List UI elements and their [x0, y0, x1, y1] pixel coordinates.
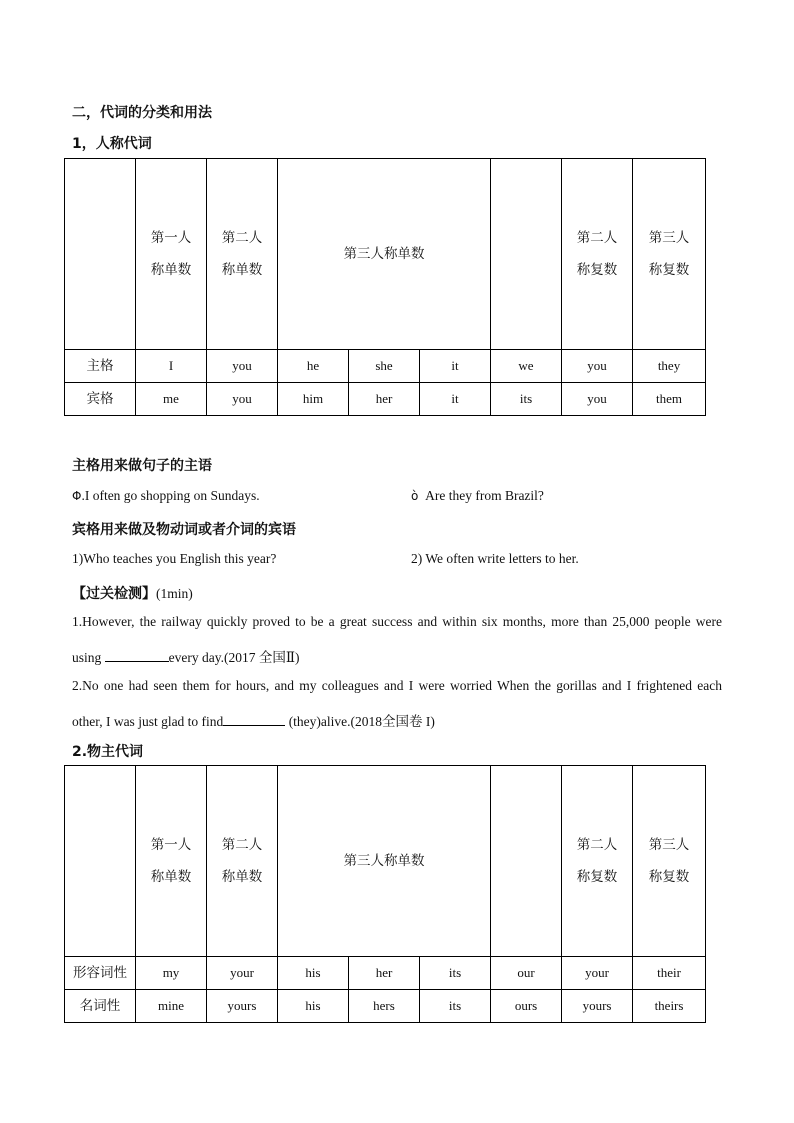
table-cell: them: [633, 383, 706, 416]
possessive-pronoun-title: 2.物主代词: [72, 744, 144, 760]
row-label: 主格: [65, 350, 136, 383]
table-cell: you: [207, 383, 278, 416]
header-third-plural: 第三人 称复数: [633, 159, 706, 350]
question-2-line-1: 2.No one had seen them for hours, and my colleagues and I were worried When the gorillas and I frightened each: [72, 678, 722, 693]
table-row: [65, 957, 706, 990]
table-cell: ours: [491, 990, 562, 1023]
table-cell: his: [278, 990, 349, 1023]
header-blank-cell: [491, 766, 562, 957]
possessive-pronoun-table: [64, 765, 706, 1023]
table-cell: she: [349, 350, 420, 383]
table-cell: you: [562, 350, 633, 383]
example-marker: Φ: [72, 489, 82, 503]
header-blank-cell: [491, 159, 562, 350]
header-first-singular: 第一人 称单数: [136, 766, 207, 957]
table-cell: mine: [136, 990, 207, 1023]
header-third-plural: 第三人 称复数: [633, 766, 706, 957]
example-sentence-1: Φ.I often go shopping on Sundays.: [72, 488, 260, 503]
row-label: 名词性: [65, 990, 136, 1023]
header-row: [65, 159, 706, 350]
table-cell: your: [207, 957, 278, 990]
table-cell: their: [633, 957, 706, 990]
table-cell: I: [136, 350, 207, 383]
table-cell: yours: [562, 990, 633, 1023]
subject-usage-heading: 主格用来做句子的主语: [72, 458, 212, 474]
header-row: [65, 766, 706, 957]
table-cell: her: [349, 957, 420, 990]
table-cell: her: [349, 383, 420, 416]
header-third-singular: 第三人称单数: [278, 159, 491, 350]
table-cell: it: [420, 350, 491, 383]
check-title: 【过关检测】(1min): [72, 586, 193, 602]
header-second-plural: 第二人 称复数: [562, 159, 633, 350]
table-cell: he: [278, 350, 349, 383]
table-cell: its: [420, 990, 491, 1023]
question-2-line-2: other, I was just glad to find (they)alive.(2018全国卷 I): [72, 714, 435, 729]
table-cell: yours: [207, 990, 278, 1023]
table-cell: our: [491, 957, 562, 990]
header-second-singular: 第二人 称单数: [207, 159, 278, 350]
table-cell: my: [136, 957, 207, 990]
header-second-singular: 第二人 称单数: [207, 766, 278, 957]
example-marker: ò: [411, 489, 419, 503]
table-row: [65, 350, 706, 383]
section-title: 二，代词的分类和用法: [72, 105, 212, 121]
table-cell: his: [278, 957, 349, 990]
object-usage-heading: 宾格用来做及物动词或者介词的宾语: [72, 522, 296, 538]
header-second-plural: 第二人 称复数: [562, 766, 633, 957]
answer-blank[interactable]: [223, 725, 285, 726]
personal-pronoun-title: 1，人称代词: [72, 136, 152, 152]
table-cell: you: [207, 350, 278, 383]
header-third-singular: 第三人称单数: [278, 766, 491, 957]
table-cell: me: [136, 383, 207, 416]
table-cell: it: [420, 383, 491, 416]
example-sentence-2: ò Are they from Brazil?: [411, 488, 544, 503]
table-cell: its: [420, 957, 491, 990]
table-cell: you: [562, 383, 633, 416]
table-cell: we: [491, 350, 562, 383]
answer-blank[interactable]: [105, 661, 169, 662]
table-row: [65, 990, 706, 1023]
question-1-line-1: 1.However, the railway quickly proved to be a great success and within six months, more than 25,000 people were: [72, 614, 722, 629]
example-sentence-3: 1)Who teaches you English this year?: [72, 551, 277, 566]
table-row: [65, 383, 706, 416]
header-empty-cell: [65, 159, 136, 350]
example-sentence-4: 2) We often write letters to her.: [411, 551, 579, 566]
table-cell: they: [633, 350, 706, 383]
table-cell: him: [278, 383, 349, 416]
header-first-singular: 第一人 称单数: [136, 159, 207, 350]
question-1-line-2: using every day.(2017 全国Ⅱ): [72, 650, 300, 665]
table-cell: theirs: [633, 990, 706, 1023]
row-label: 形容词性: [65, 957, 136, 990]
table-cell: its: [491, 383, 562, 416]
table-cell: your: [562, 957, 633, 990]
table-cell: hers: [349, 990, 420, 1023]
personal-pronoun-table: [64, 158, 706, 416]
row-label: 宾格: [65, 383, 136, 416]
header-empty-cell: [65, 766, 136, 957]
